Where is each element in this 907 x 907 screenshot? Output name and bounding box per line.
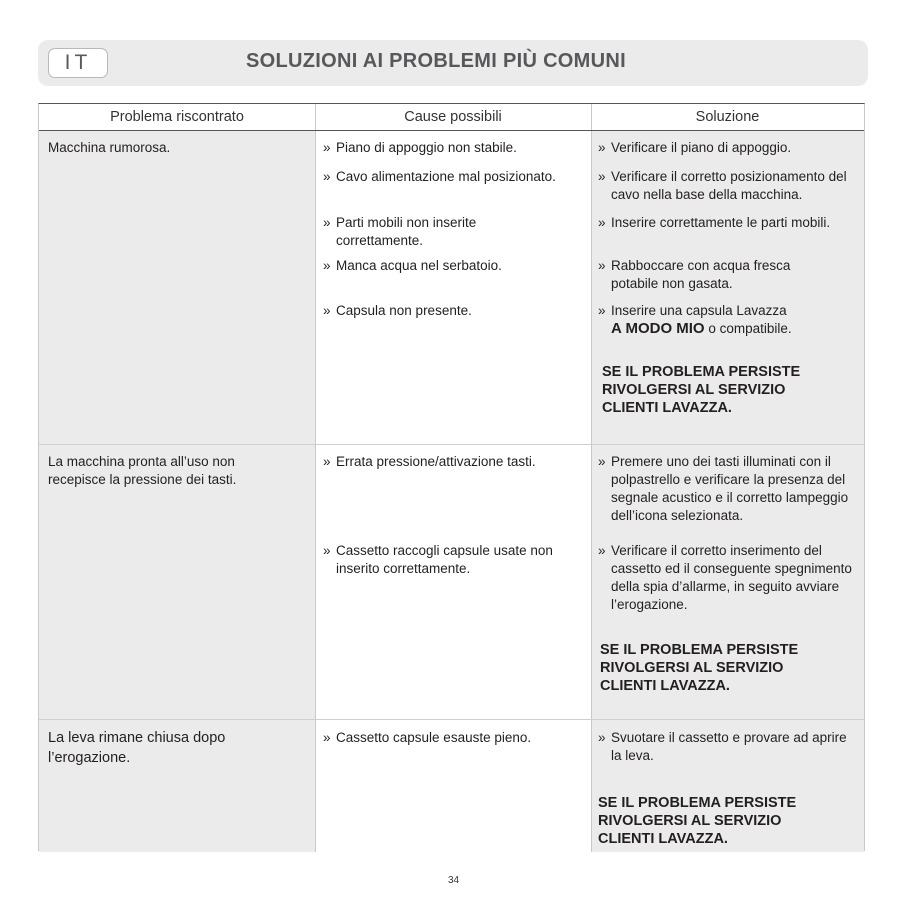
cause-item: » Cassetto capsule esauste pieno. [323,730,532,745]
solution-item: » Svuotare il cassetto e provare ad aprire la leva. [598,730,847,763]
warning-text: SE IL PROBLEMA PERSISTE RIVOLGERSI AL SERVIZIO CLIENTI LAVAZZA. [598,795,797,847]
cause-item: » Manca acqua nel serbatoio. [323,258,502,273]
solution-item: » Verificare il piano di appoggio. [598,140,792,155]
cause-item: » Piano di appoggio non stabile. [323,140,517,155]
solution-item: » Inserire una capsula Lavazza A MODO MIO o compatibile. [598,303,792,337]
cause-item: » Parti mobili non inserite correttamente. [323,215,477,248]
brand-name: A MODO MIO [611,320,705,337]
cause-item: » Capsula non presente. [323,303,472,318]
solution-item: » Verificare il corretto inserimento del cassetto ed il conseguente spegnimento della spia d’allarme, in seguito avviare l’erogazione. [598,543,852,612]
table-header-row [39,104,864,131]
column-header-problem: Problema riscontrato [110,109,244,125]
header-bar [38,40,868,86]
warning-text: SE IL PROBLEMA PERSISTE RIVOLGERSI AL SERVIZIO CLIENTI LAVAZZA. [600,642,799,694]
solution-item: » Verificare il corretto posizionamento del cavo nella base della macchina. [598,169,847,202]
problem-text: La leva rimane chiusa dopo l’erogazione. [48,730,226,766]
column-header-solution: Soluzione [695,109,760,125]
cause-item: » Cassetto raccogli capsule usate non inserito correttamente. [323,543,553,576]
troubleshooting-table [38,103,865,851]
cause-item: » Cavo alimentazione mal posizionato. [323,169,556,184]
solution-item: » Rabboccare con acqua fresca potabile non gasata. [598,258,791,291]
solution-item: » Premere uno dei tasti illuminati con il polpastrello e verificare la presenza del segnale acustico e il corretto lampeggio dell’icona selezionata. [598,454,849,523]
language-badge: IT [48,48,108,78]
table-row [39,131,864,445]
table-row [39,720,864,852]
page-title: SOLUZIONI AI PROBLEMI PIÙ COMUNI [246,50,626,72]
table-row [39,445,864,720]
problem-text: La macchina pronta all’uso non recepisce la pressione dei tasti. [48,454,237,487]
solution-item: » Inserire correttamente le parti mobili. [598,215,831,230]
page-number: 34 [447,875,460,886]
warning-text: SE IL PROBLEMA PERSISTE RIVOLGERSI AL SERVIZIO CLIENTI LAVAZZA. [602,364,801,416]
column-header-causes: Cause possibili [404,109,502,125]
problem-text: Macchina rumorosa. [48,140,171,155]
cause-item: » Errata pressione/attivazione tasti. [323,454,536,469]
